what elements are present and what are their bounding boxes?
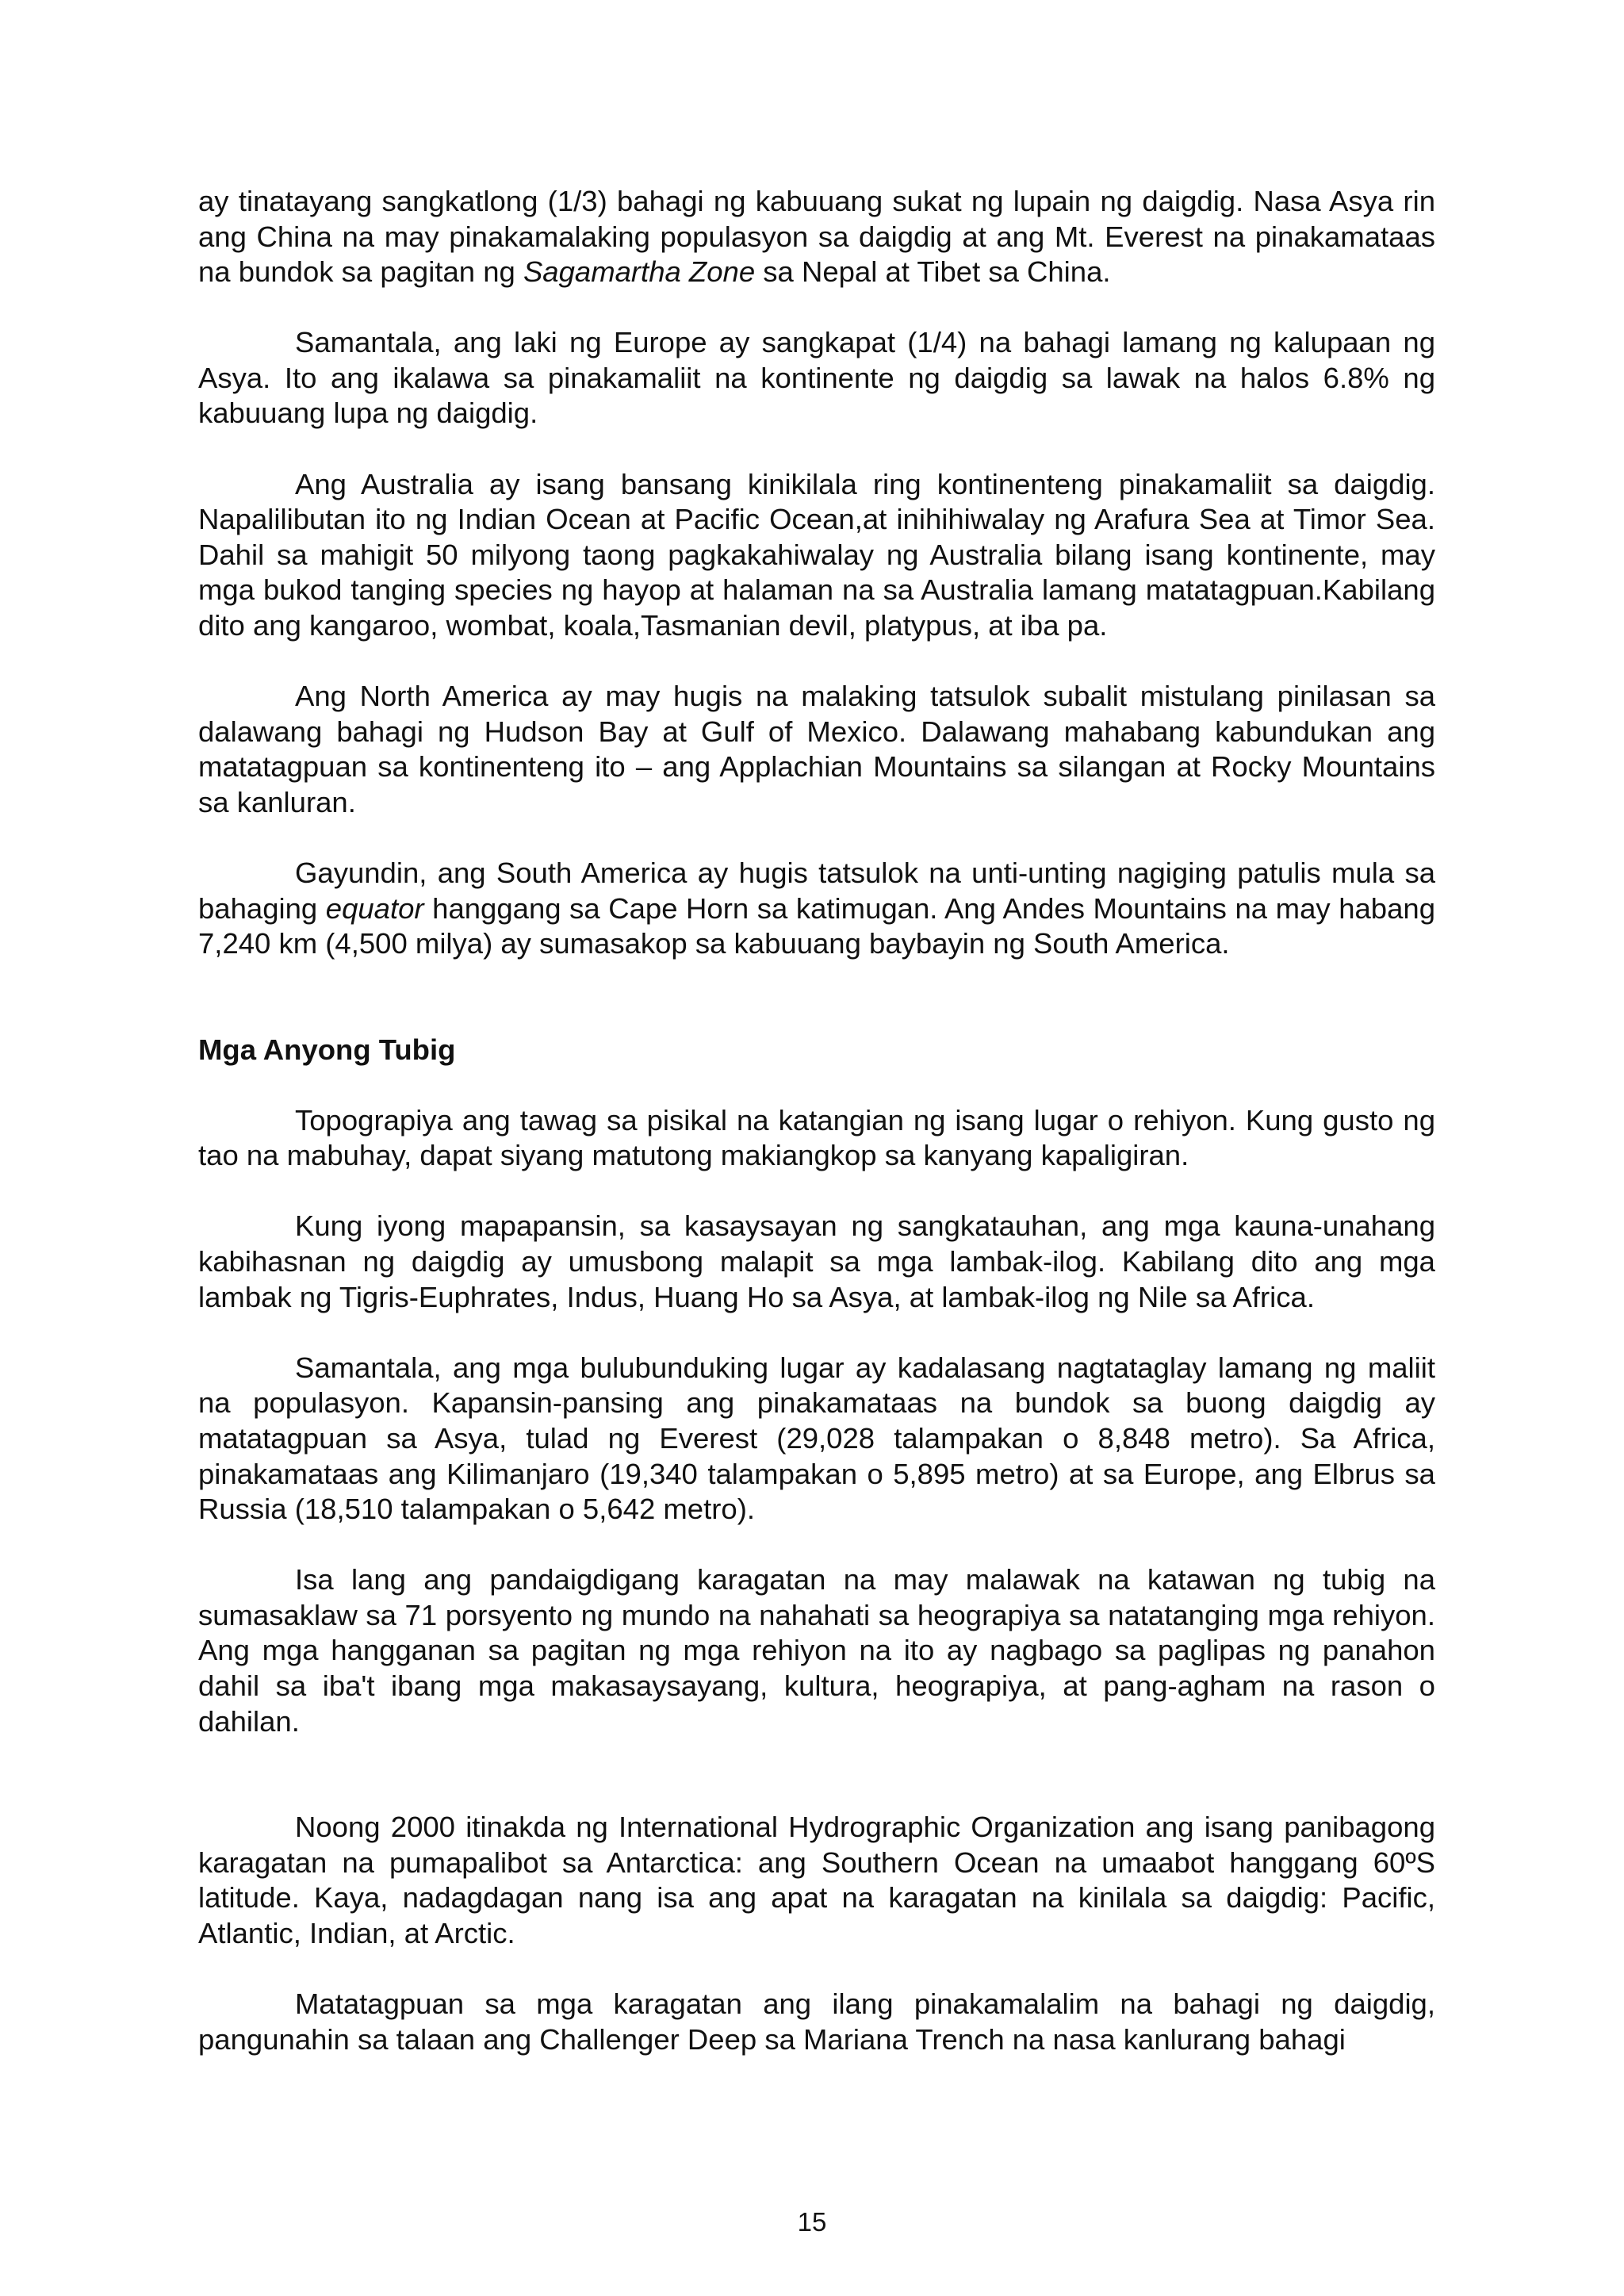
paragraph-europe: Samantala, ang laki ng Europe ay sangkapat (1/4) na bahagi lamang ng kalupaan ng Asya. Ito ang ikalawa sa pinakamaliit na kontinente ng daigdig sa lawak na halos 6.8% ng kabuuang lupa ng daigdig. — [198, 326, 1435, 430]
paragraph-karagatan: Isa lang ang pandaigdigang karagatan na may malawak na katawan ng tubig na sumasaklaw sa 71 porsyento ng mundo na nahahati sa heograpiya sa natatanging mga rehiyon. Ang mga hangganan sa pagitan ng mga rehiyon na ito ay nagbago sa paglipas ng panahon dahil sa iba't ibang mga makasaysayang, kultura, heograpiya, at pang-agham na rason o dahilan. — [198, 1563, 1435, 1738]
south-america-emphasis: equator — [325, 891, 424, 925]
intro-emphasis: Sagamartha Zone — [523, 255, 756, 289]
paragraph-challenger-deep: Matatagpuan sa mga karagatan ang ilang pinakamalalim na bahagi ng daigdig, pangunahin sa talaan ang Challenger Deep sa Mariana Trench na nasa kanlurang bahagi — [198, 1987, 1435, 2056]
south-america-tail: hanggang sa Cape Horn sa katimugan. Ang Andes Mountains na may habang 7,240 km (4,500 milya) ay sumasakop sa kabuuang baybayin ng South America. — [198, 891, 1435, 960]
paragraph-bulubunduking: Samantala, ang mga bulubunduking lugar ay kadalasang nagtataglay lamang ng maliit na populasyon. Kapansin-pansing ang pinakamataas na bundok sa buong daigdig ay matatagpuan sa Asya, tulad ng Everest (29,028 talampakan o 8,848 metro). Sa Africa, pinakamataas ang Kilimanjaro (19,340 talampakan o 5,895 metro) at sa Europe, ang Elbrus sa Russia (18,510 talampakan o 5,642 metro). — [198, 1351, 1435, 1526]
paragraph-topograpiya: Topograpiya ang tawag sa pisikal na katangian ng isang lugar o rehiyon. Kung gusto ng tao na mabuhay, dapat siyang matutong makiangkop sa kanyang kapaligiran. — [198, 1103, 1435, 1172]
paragraph-southern-ocean: Noong 2000 itinakda ng International Hydrographic Organization ang isang panibagong karagatan na pumapalibot sa Antarctica: ang Southern Ocean na umaabot hanggang 60ºS latitude. Kaya, nadagdagan nang isa ang apat na karagatan na kinilala sa daigdig: Pacific, Atlantic, Indian, at Arctic. — [198, 1811, 1435, 1949]
document-page — [198, 184, 1435, 2057]
paragraph-australia: Ang Australia ay isang bansang kinikilala ring kontinenteng pinakamaliit sa daigdig. Napalilibutan ito ng Indian Ocean at Pacific Ocean,at inihihiwalay ng Arafura Sea at Timor Sea. Dahil sa mahigit 50 milyong taong pagkakahiwalay ng Australia bilang isang kontinente, may mga bukod tanging species ng hayop at halaman na sa Australia lamang matatagpuan.Kabilang dito ang kangaroo, wombat, koala,Tasmanian devil, platypus, at iba pa. — [198, 467, 1435, 642]
intro-text: ay tinatayang sangkatlong (1/3) bahagi ng kabuuang sukat ng lupain ng daigdig. Nasa Asya rin ang China na may pinakamalaking populasyon sa daigdig at ang Mt. Everest na pinakamataas na bundok sa pagitan ng — [198, 185, 1435, 289]
page-number: 15 — [797, 2207, 827, 2237]
south-america-text: Gayundin, ang South America ay hugis tatsulok na unti-unting nagiging patulis mula sa bahaging — [198, 856, 1435, 925]
paragraph-north-america: Ang North America ay may hugis na malaking tatsulok subalit mistulang pinilasan sa dalawang bahagi ng Hudson Bay at Gulf of Mexico. Dalawang mahabang kabundukan ang matatagpuan sa kontinenteng ito – ang Applachian Mountains sa silangan at Rocky Mountains sa kanluran. — [198, 680, 1435, 818]
intro-tail: sa Nepal at Tibet sa China. — [755, 255, 1111, 289]
paragraph-south-america — [198, 856, 1435, 962]
paragraph-kabihasnan: Kung iyong mapapansin, sa kasaysayan ng sangkatauhan, ang mga kauna-unahang kabihasnan ng daigdig ay umusbong malapit sa mga lambak-ilog. Kabilang dito ang mga lambak ng Tigris-Euphrates, Indus, Huang Ho sa Asya, at lambak-ilog ng Nile sa Africa. — [198, 1209, 1435, 1313]
section-heading: Mga Anyong Tubig — [198, 1033, 456, 1066]
intro-paragraph — [198, 184, 1435, 290]
